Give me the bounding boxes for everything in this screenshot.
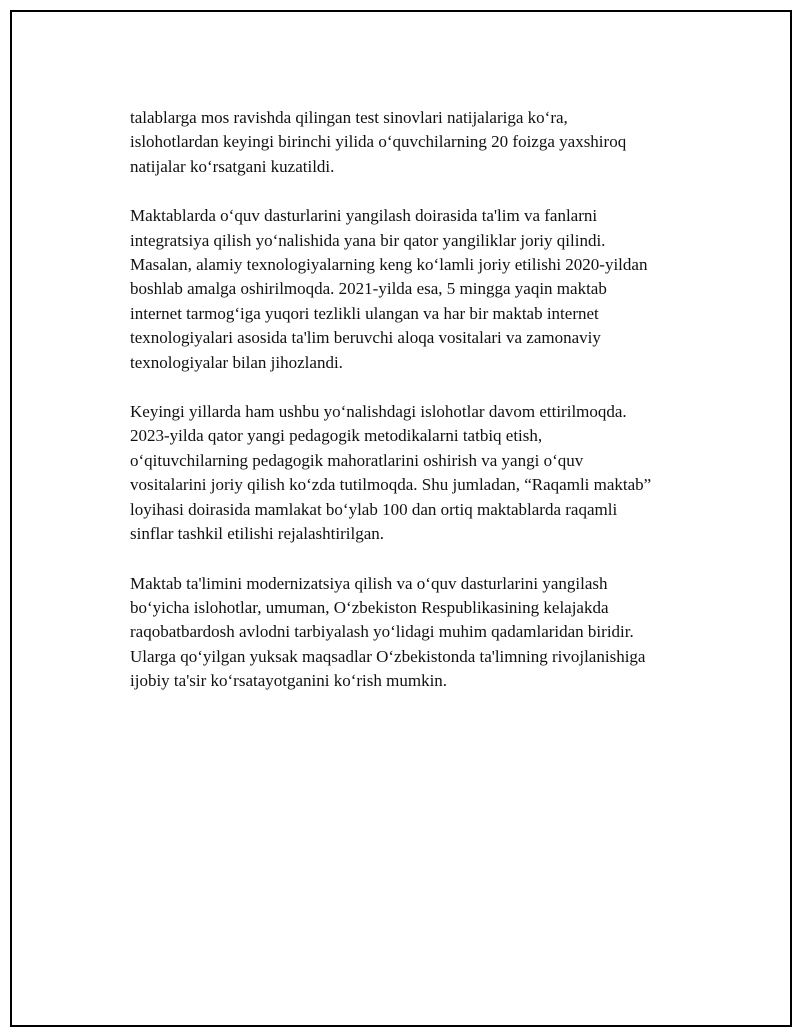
text-line: bo‘yicha islohotlar, umuman, O‘zbekiston Respublikasining kelajakda xyxy=(130,597,609,617)
text-line: vositalarini joriy qilish ko‘zda tutilmoqda. Shu jumladan, “Raqamli maktab” xyxy=(130,475,652,495)
text-line: integratsiya qilish yo‘nalishida yana bir qator yangiliklar joriy qilindi. xyxy=(130,230,606,250)
text-line: Masalan, alamiy texnologiyalarning keng ko‘lamli joriy etilishi 2020-yildan xyxy=(130,255,648,275)
document-body xyxy=(130,106,710,719)
text-line: Maktab ta'limini modernizatsiya qilish va o‘quv dasturlarini yangilash xyxy=(130,573,608,593)
paragraph-3 xyxy=(130,400,710,546)
paragraph-2 xyxy=(130,204,710,375)
text-line: natijalar ko‘rsatgani kuzatildi. xyxy=(130,156,335,176)
text-line: loyihasi doirasida mamlakat bo‘ylab 100 dan ortiq maktablarda raqamli xyxy=(130,499,618,519)
text-line: texnologiyalari asosida ta'lim beruvchi aloqa vositalari va zamonaviy xyxy=(130,328,601,348)
text-line: boshlab amalga oshirilmoqda. 2021-yilda esa, 5 mingga yaqin maktab xyxy=(130,279,607,299)
text-line: talablarga mos ravishda qilingan test sinovlari natijalariga ko‘ra, xyxy=(130,108,568,127)
text-line: Ularga qo‘yilgan yuksak maqsadlar O‘zbekistonda ta'limning rivojlanishiga xyxy=(130,646,646,666)
text-line: texnologiyalar bilan jihozlandi. xyxy=(130,352,343,372)
text-line: o‘qituvchilarning pedagogik mahoratlarini oshirish va yangi o‘quv xyxy=(130,450,584,470)
paragraph-1 xyxy=(130,106,710,179)
page-frame xyxy=(10,10,792,1027)
text-line: islohotlardan keyingi birinchi yilida o‘quvchilarning 20 foizga yaxshiroq xyxy=(130,132,627,152)
paragraph-4 xyxy=(130,572,710,694)
text-line: Keyingi yillarda ham ushbu yo‘nalishdagi islohotlar davom ettirilmoqda. xyxy=(130,402,627,422)
text-line: internet tarmog‘iga yuqori tezlikli ulangan va har bir maktab internet xyxy=(130,303,599,323)
text-line: raqobatbardosh avlodni tarbiyalash yo‘lidagi muhim qadamlaridan biridir. xyxy=(130,622,634,642)
text-line: sinflar tashkil etilishi rejalashtirilgan. xyxy=(130,524,384,544)
text-line: ijobiy ta'sir ko‘rsatayotganini ko‘rish mumkin. xyxy=(130,671,448,691)
text-line: Maktablarda o‘quv dasturlarini yangilash doirasida ta'lim va fanlarni xyxy=(130,206,598,226)
text-line: 2023-yilda qator yangi pedagogik metodikalarni tatbiq etish, xyxy=(130,426,543,446)
